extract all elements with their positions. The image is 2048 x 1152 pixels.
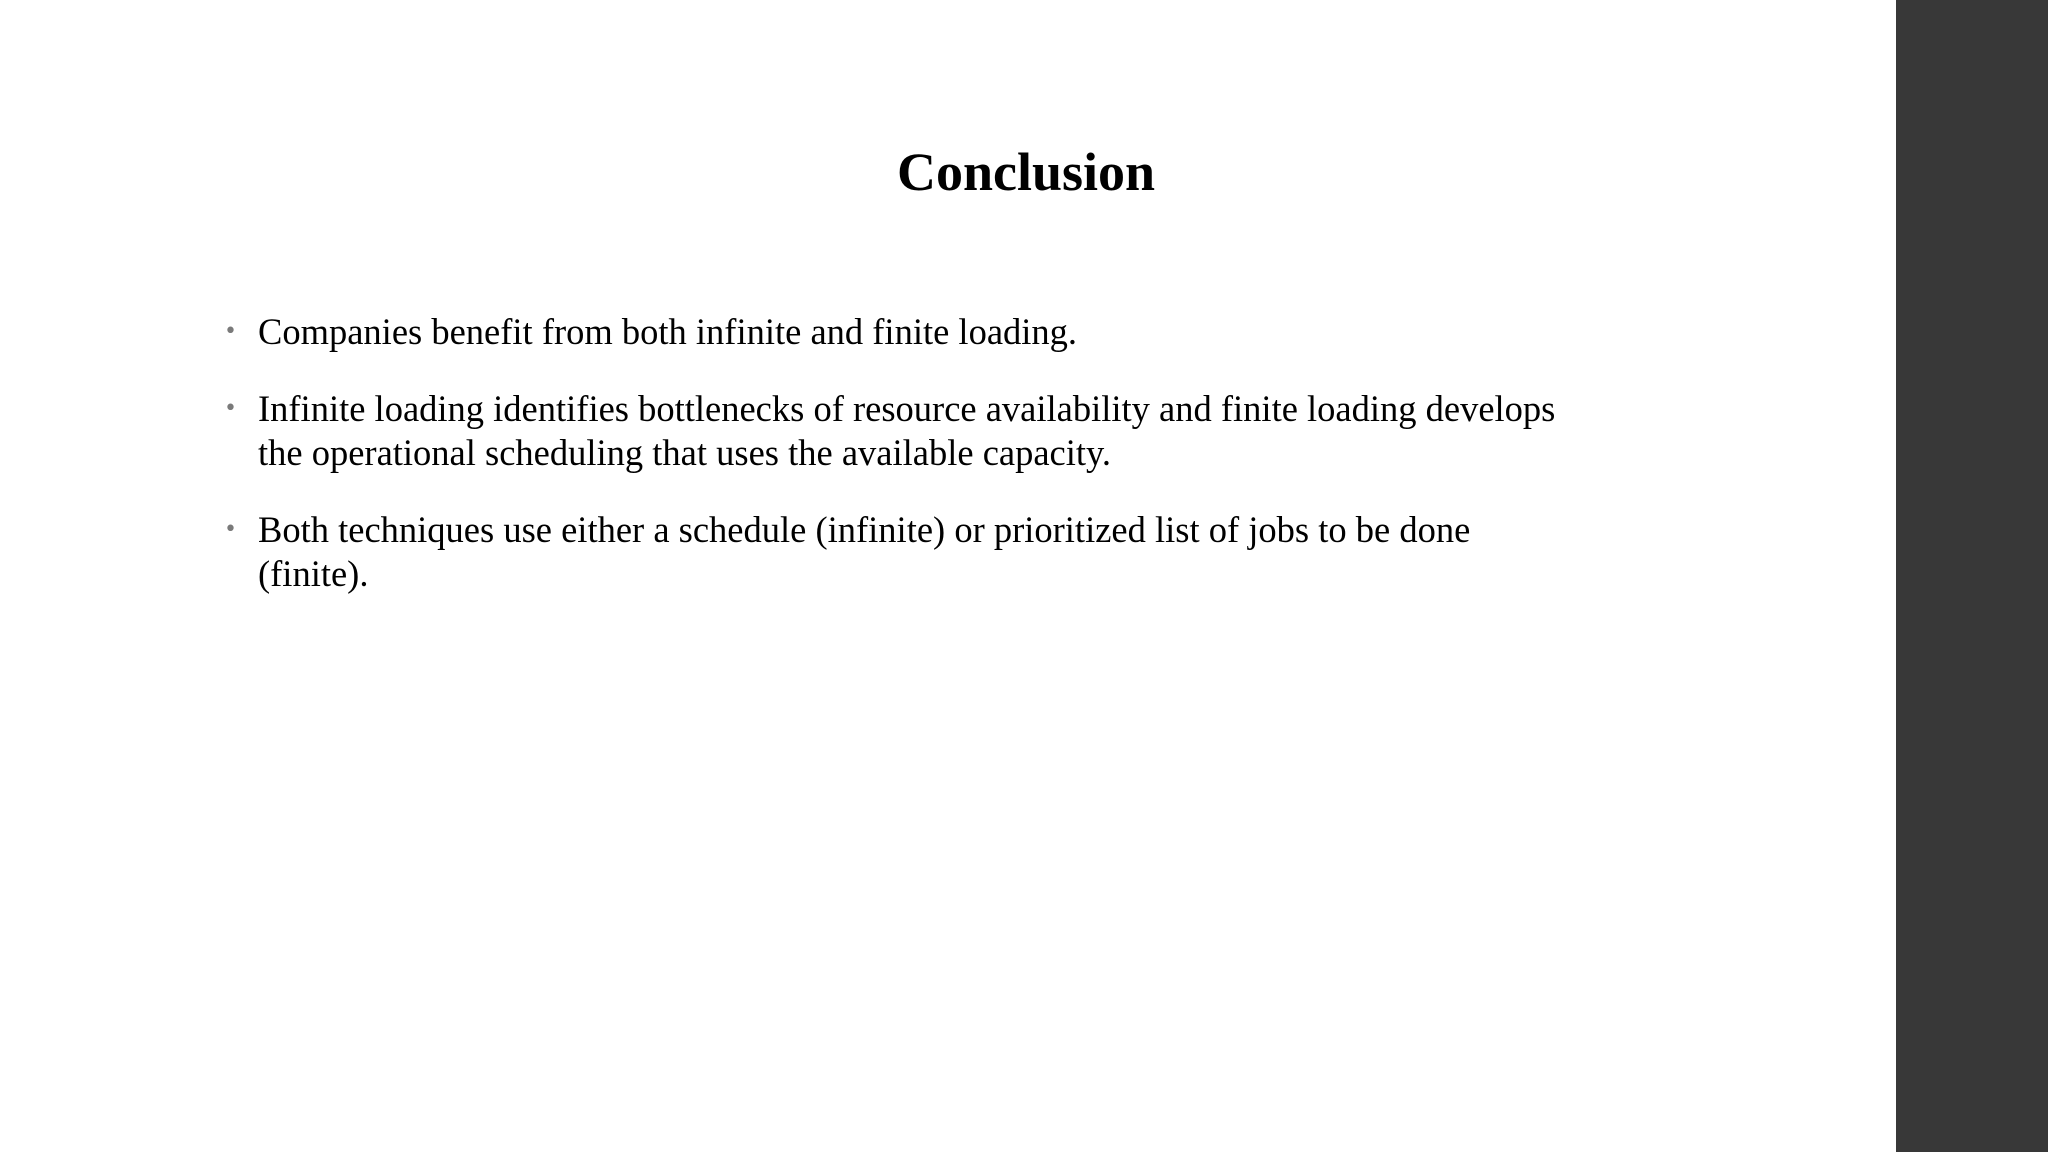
bullet-item xyxy=(224,508,1584,596)
bullet-text: Companies benefit from both infinite and finite loading. xyxy=(258,311,1078,352)
bullet-list xyxy=(224,310,1584,629)
bullet-text: Infinite loading identifies bottlenecks of resource availability and finite loading develops the operational scheduling that uses the available capacity. xyxy=(258,388,1556,473)
bullet-text: Both techniques use either a schedule (infinite) or prioritized list of jobs to be done (finite). xyxy=(258,509,1471,594)
bullet-dot-icon: • xyxy=(224,319,237,344)
slide-title: Conclusion xyxy=(896,142,1156,202)
bullet-dot-icon: • xyxy=(224,517,237,542)
bullet-dot-icon: • xyxy=(224,396,237,421)
bullet-item xyxy=(224,387,1584,475)
bullet-item xyxy=(224,310,1584,354)
side-panel xyxy=(1896,0,2048,1152)
